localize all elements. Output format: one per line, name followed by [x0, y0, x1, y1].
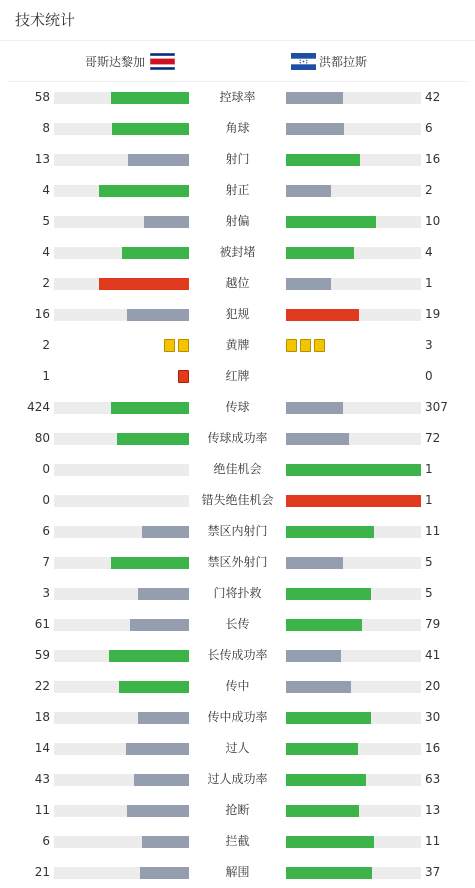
home-bar-track: [54, 526, 189, 538]
home-cards: [164, 339, 189, 352]
stat-row: [0, 237, 475, 268]
page-title: 技术统计: [0, 0, 475, 41]
home-bar-fill: [138, 588, 189, 600]
yellow-card-icon: [314, 339, 325, 352]
home-value: 3: [42, 586, 50, 600]
away-value: 11: [425, 834, 441, 848]
away-bar-fill: [286, 464, 421, 476]
away-value: 16: [425, 152, 441, 166]
away-bar-track: [286, 402, 421, 414]
stat-label: 红牌: [225, 369, 250, 383]
home-bar-track: [54, 650, 189, 662]
away-value: 1: [425, 493, 433, 507]
home-bar-track: [54, 712, 189, 724]
away-bar-track: [286, 588, 421, 600]
away-bar-fill: [286, 526, 374, 538]
home-bar-track: [54, 805, 189, 817]
home-bar-fill: [126, 743, 189, 755]
stat-label: 门将扑救: [213, 586, 262, 600]
away-bar-track: [286, 92, 421, 104]
home-value: 18: [34, 710, 50, 724]
away-bar-track: [286, 557, 421, 569]
away-value: 0: [425, 369, 433, 383]
away-value: 19: [425, 307, 441, 321]
stat-row: [0, 609, 475, 640]
home-bar-track: [54, 464, 189, 476]
away-bar-fill: [286, 247, 354, 259]
home-value: 11: [34, 803, 50, 817]
away-bar-track: [286, 743, 421, 755]
stat-row: [0, 764, 475, 795]
home-bar-fill: [128, 154, 189, 166]
honduras-flag-icon: [291, 53, 316, 70]
stat-label: 传球: [225, 400, 250, 414]
away-value: 79: [425, 617, 441, 631]
away-value: 37: [425, 865, 441, 879]
away-team[interactable]: [291, 41, 367, 81]
away-bar-fill: [286, 681, 351, 693]
away-bar-fill: [286, 185, 331, 197]
home-value: 4: [42, 183, 50, 197]
home-value: 0: [42, 462, 50, 476]
home-bar-track: [54, 92, 189, 104]
stat-row: [0, 516, 475, 547]
home-value: 21: [34, 865, 50, 879]
home-bar-track: [54, 619, 189, 631]
stat-label: 禁区内射门: [207, 524, 268, 538]
stat-row: [0, 547, 475, 578]
away-bar-track: [286, 278, 421, 290]
stat-row: [0, 268, 475, 299]
away-value: 11: [425, 524, 441, 538]
home-value: 22: [34, 679, 50, 693]
yellow-card-icon: [300, 339, 311, 352]
home-bar-fill: [122, 247, 190, 259]
home-value: 13: [34, 152, 50, 166]
costa-rica-flag-icon: [150, 53, 175, 70]
home-bar-fill: [130, 619, 189, 631]
stats-list: [0, 82, 475, 888]
stat-label: 解围: [225, 865, 250, 879]
home-value: 6: [42, 524, 50, 538]
away-value: 41: [425, 648, 441, 662]
stat-label: 错失绝佳机会: [201, 493, 274, 507]
home-team[interactable]: [85, 41, 175, 81]
stat-row: [0, 795, 475, 826]
away-team-name: 洪都拉斯: [319, 54, 368, 69]
home-value: 2: [42, 276, 50, 290]
stat-label: 射偏: [225, 214, 250, 228]
stat-label: 传中: [225, 679, 250, 693]
home-bar-fill: [134, 774, 189, 786]
away-bar-fill: [286, 867, 372, 879]
away-bar-track: [286, 774, 421, 786]
away-bar-fill: [286, 557, 343, 569]
stat-row: [0, 299, 475, 330]
stat-label: 长传成功率: [207, 648, 268, 662]
home-bar-fill: [109, 650, 189, 662]
away-value: 20: [425, 679, 441, 693]
away-bar-fill: [286, 154, 360, 166]
away-bar-fill: [286, 712, 371, 724]
away-bar-track: [286, 495, 421, 507]
yellow-card-icon: [164, 339, 175, 352]
home-bar-track: [54, 247, 189, 259]
home-bar-fill: [99, 185, 189, 197]
away-value: 6: [425, 121, 433, 135]
away-bar-track: [286, 216, 421, 228]
home-value: 4: [42, 245, 50, 259]
stat-row: [0, 578, 475, 609]
away-value: 30: [425, 710, 441, 724]
away-bar-fill: [286, 216, 376, 228]
home-value: 58: [34, 90, 50, 104]
red-card-icon: [178, 370, 189, 383]
stat-label: 角球: [225, 121, 250, 135]
home-value: 0: [42, 493, 50, 507]
away-bar-fill: [286, 588, 371, 600]
stat-label: 黄牌: [225, 338, 250, 352]
home-value: 7: [42, 555, 50, 569]
away-bar-fill: [286, 402, 343, 414]
away-bar-track: [286, 836, 421, 848]
away-value: 1: [425, 276, 433, 290]
away-value: 16: [425, 741, 441, 755]
home-bar-fill: [127, 805, 189, 817]
stat-row: [0, 485, 475, 516]
away-bar-track: [286, 805, 421, 817]
away-bar-track: [286, 309, 421, 321]
home-bar-fill: [142, 836, 189, 848]
away-bar-fill: [286, 92, 343, 104]
home-bar-track: [54, 402, 189, 414]
home-bar-track: [54, 216, 189, 228]
home-bar-track: [54, 743, 189, 755]
stat-label: 长传: [225, 617, 250, 631]
stat-label: 传中成功率: [207, 710, 268, 724]
stat-label: 传球成功率: [207, 431, 268, 445]
home-value: 43: [34, 772, 50, 786]
home-value: 6: [42, 834, 50, 848]
home-bar-track: [54, 185, 189, 197]
away-bar-track: [286, 247, 421, 259]
home-value: 59: [34, 648, 50, 662]
home-value: 14: [34, 741, 50, 755]
away-value: 63: [425, 772, 441, 786]
home-bar-track: [54, 433, 189, 445]
away-bar-track: [286, 185, 421, 197]
away-bar-fill: [286, 433, 349, 445]
stat-row: [0, 82, 475, 113]
stat-label: 过人成功率: [207, 772, 268, 786]
away-bar-track: [286, 681, 421, 693]
away-bar-fill: [286, 836, 374, 848]
home-bar-fill: [140, 867, 189, 879]
home-bar-track: [54, 867, 189, 879]
home-bar-fill: [127, 309, 189, 321]
away-bar-track: [286, 526, 421, 538]
away-value: 42: [425, 90, 441, 104]
home-bar-track: [54, 836, 189, 848]
away-bar-fill: [286, 619, 362, 631]
stat-row: [0, 175, 475, 206]
away-value: 10: [425, 214, 441, 228]
home-bar-track: [54, 154, 189, 166]
stat-row: [0, 330, 475, 361]
yellow-card-icon: [178, 339, 189, 352]
away-bar-fill: [286, 805, 359, 817]
stat-label: 控球率: [219, 90, 256, 104]
away-bar-track: [286, 619, 421, 631]
stat-row: [0, 702, 475, 733]
home-value: 424: [27, 400, 50, 414]
away-bar-fill: [286, 278, 331, 290]
stat-row: [0, 733, 475, 764]
away-bar-fill: [286, 123, 344, 135]
stat-row: [0, 454, 475, 485]
teams-header: [8, 41, 467, 82]
stat-label: 抢断: [225, 803, 250, 817]
stat-label: 被封堵: [219, 245, 256, 259]
away-bar-track: [286, 123, 421, 135]
stat-row: [0, 206, 475, 237]
away-bar-fill: [286, 495, 421, 507]
home-bar-fill: [117, 433, 189, 445]
away-bar-fill: [286, 774, 366, 786]
home-value: 61: [34, 617, 50, 631]
away-bar-track: [286, 712, 421, 724]
home-value: 80: [34, 431, 50, 445]
home-bar-fill: [111, 92, 189, 104]
stat-row: [0, 423, 475, 454]
home-value: 5: [42, 214, 50, 228]
away-value: 2: [425, 183, 433, 197]
away-cards: [286, 339, 325, 352]
home-bar-fill: [119, 681, 189, 693]
home-bar-track: [54, 278, 189, 290]
away-bar-track: [286, 433, 421, 445]
away-bar-fill: [286, 743, 358, 755]
home-bar-track: [54, 495, 189, 507]
stat-label: 拦截: [225, 834, 250, 848]
stat-row: [0, 361, 475, 392]
home-cards: [178, 370, 189, 383]
home-bar-fill: [99, 278, 189, 290]
away-bar-fill: [286, 650, 341, 662]
yellow-card-icon: [286, 339, 297, 352]
away-value: 1: [425, 462, 433, 476]
home-bar-fill: [111, 557, 189, 569]
stat-row: [0, 671, 475, 702]
home-bar-fill: [111, 402, 189, 414]
stat-row: [0, 392, 475, 423]
stat-label: 绝佳机会: [213, 462, 262, 476]
home-team-name: 哥斯达黎加: [84, 54, 145, 69]
home-bar-track: [54, 309, 189, 321]
home-bar-fill: [142, 526, 189, 538]
stat-row: [0, 113, 475, 144]
stat-row: [0, 826, 475, 857]
home-value: 2: [42, 338, 50, 352]
stat-label: 越位: [225, 276, 250, 290]
home-bar-fill: [112, 123, 189, 135]
away-value: 5: [425, 586, 433, 600]
away-value: 3: [425, 338, 433, 352]
home-bar-fill: [144, 216, 189, 228]
away-bar-track: [286, 154, 421, 166]
away-bar-track: [286, 464, 421, 476]
stat-label: 射正: [225, 183, 250, 197]
away-bar-track: [286, 867, 421, 879]
home-bar-fill: [138, 712, 189, 724]
home-bar-track: [54, 774, 189, 786]
home-bar-track: [54, 557, 189, 569]
home-bar-track: [54, 588, 189, 600]
away-bar-track: [286, 650, 421, 662]
stat-label: 禁区外射门: [207, 555, 268, 569]
away-value: 13: [425, 803, 441, 817]
away-value: 307: [425, 400, 448, 414]
stat-label: 犯规: [225, 307, 250, 321]
home-value: 16: [34, 307, 50, 321]
stat-label: 射门: [225, 152, 250, 166]
away-value: 5: [425, 555, 433, 569]
away-value: 4: [425, 245, 433, 259]
stat-row: [0, 640, 475, 671]
stat-row: [0, 144, 475, 175]
stat-row: [0, 857, 475, 888]
home-bar-track: [54, 681, 189, 693]
home-value: 1: [42, 369, 50, 383]
away-bar-fill: [286, 309, 359, 321]
stat-label: 过人: [225, 741, 250, 755]
away-value: 72: [425, 431, 441, 445]
home-bar-track: [54, 123, 189, 135]
home-value: 8: [42, 121, 50, 135]
